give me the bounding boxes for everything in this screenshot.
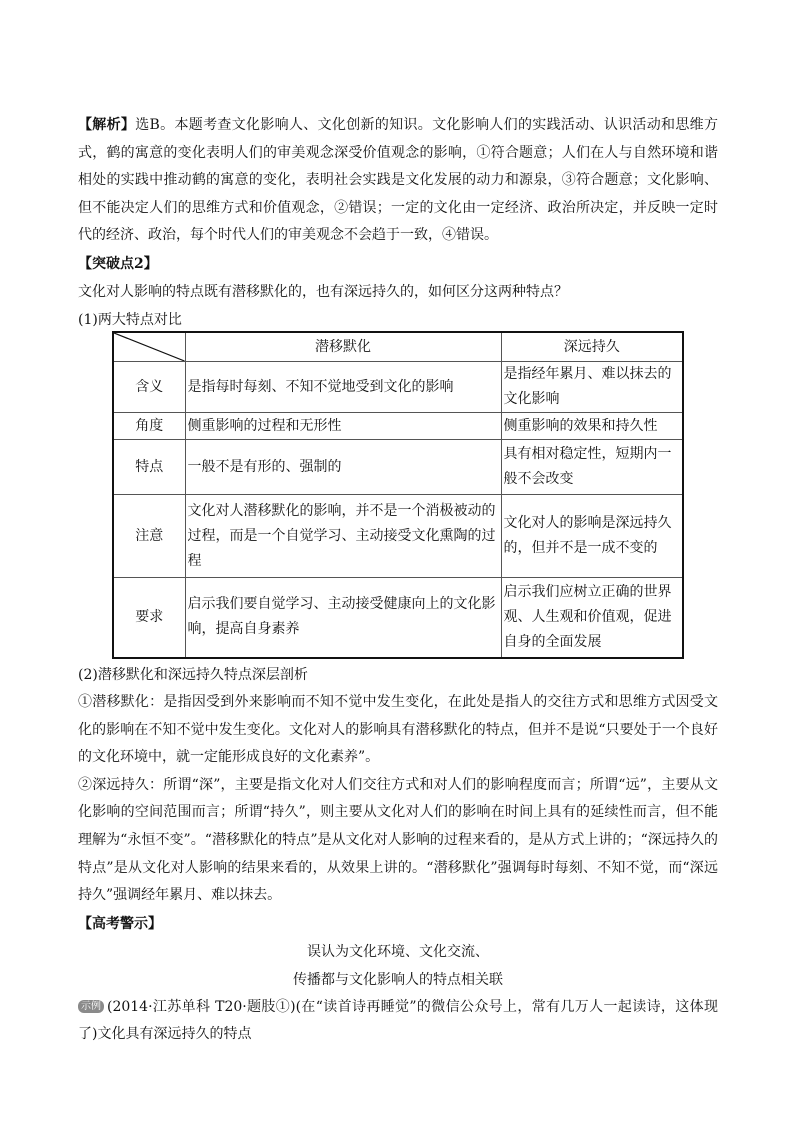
comparison-table bbox=[112, 331, 684, 659]
section-2-heading: (2)潜移默化和深远持久特点深层剖析 bbox=[78, 667, 308, 683]
breakthrough-label: 【突破点2】 bbox=[78, 255, 158, 272]
cell-b: 文化对人的影响是深远持久的，但并不是一成不变的 bbox=[501, 495, 683, 578]
row-label: 要求 bbox=[113, 578, 185, 658]
analysis-label: 【解析】 bbox=[78, 117, 136, 133]
cell-a: 是指每时每刻、不知不觉地受到文化的影响 bbox=[185, 362, 501, 413]
page-top bbox=[78, 112, 718, 334]
table-row bbox=[113, 495, 683, 578]
table-header-b: 深远持久 bbox=[501, 332, 683, 362]
deep-paragraph-2: ②深远持久：所谓“深”，主要是指文化对人们交往方式和对人们的影响程度而言；所谓“远”，主要从文化影响的空间范围而言；所谓“持久”，则主要从文化对人们的影响在时间上具有的延续性而言，但不能理解为“永恒不变”。“潜移默化的特点”是从文化对人影响的过程来看的，是从方式上讲的；“深远持久的特点”是从文化对人影响的结果来看的，从效果上讲的。“潜移默化”强调每时每刻、不知不觉，而“深远持久”强调经年累月、难以抹去。 bbox=[78, 776, 718, 904]
example-paragraph bbox=[78, 994, 718, 1049]
cell-b: 启示我们应树立正确的世界观、人生观和价值观，促进自身的全面发展 bbox=[501, 578, 683, 658]
warning-title-line-2: 传播都与文化影响人的特点相关联 bbox=[293, 971, 503, 988]
analysis-paragraph bbox=[78, 112, 718, 250]
cell-a: 启示我们要自觉学习、主动接受健康向上的文化影响，提高自身素养 bbox=[185, 578, 501, 658]
example-badge: 示例 bbox=[78, 1000, 104, 1013]
breakthrough-question: 文化对人影响的特点既有潜移默化的，也有深远持久的，如何区分这两种特点？ bbox=[78, 283, 568, 300]
table-header-a: 潜移默化 bbox=[185, 332, 501, 362]
section-1-heading: (1)两大特点对比 bbox=[78, 311, 182, 328]
cell-a: 一般不是有形的、强制的 bbox=[185, 440, 501, 495]
table-row bbox=[113, 362, 683, 413]
table-row bbox=[113, 413, 683, 440]
table-row bbox=[113, 578, 683, 658]
cell-b: 具有相对稳定性，短期内一般不会改变 bbox=[501, 440, 683, 495]
row-label: 特点 bbox=[113, 440, 185, 495]
warning-title-line-1: 误认为文化环境、文化交流、 bbox=[307, 943, 489, 960]
cell-b: 侧重影响的效果和持久性 bbox=[501, 413, 683, 440]
warning-label: 【高考警示】 bbox=[78, 915, 162, 932]
table-header-row bbox=[113, 332, 683, 362]
table-row bbox=[113, 440, 683, 495]
cell-b: 是指经年累月、难以抹去的文化影响 bbox=[501, 362, 683, 413]
diagonal-header-cell bbox=[113, 332, 185, 362]
row-label: 角度 bbox=[113, 413, 185, 440]
analysis-text: 选B。本题考查文化影响人、文化创新的知识。文化影响人们的实践活动、认识活动和思维方式，鹤的寓意的变化表明人们的审美观念深受价值观念的影响，①符合题意；人们在人与自然环境和谐相处的实践中推动鹤的寓意的变化，表明社会实践是文化发展的动力和源泉，③符合题意；文化影响、但不能决定人们的思维方式和价值观念，②错误；一定的文化由一定经济、政治所决定，并反映一定时代的经济、政治，每个时代人们的审美观念不会趋于一致，④错误。 bbox=[78, 117, 718, 244]
deep-paragraph-1: ①潜移默化：是指因受到外来影响而不知不觉中发生变化，在此处是指人的交往方式和思维方式因受文化的影响在不知不觉中发生变化。文化对人的影响具有潜移默化的特点，但并不是说“只要处于一个良好的文化环境中，就一定能形成良好的文化素养”。 bbox=[78, 694, 718, 766]
cell-a: 侧重影响的过程和无形性 bbox=[185, 413, 501, 440]
row-label: 含义 bbox=[113, 362, 185, 413]
row-label: 注意 bbox=[113, 495, 185, 578]
example-text: (2014·江苏单科 T20·题肢①)(在“读首诗再睡觉”的微信公众号上，常有几万人一起读诗，这体现了)文化具有深远持久的特点 bbox=[78, 998, 718, 1043]
cell-a: 文化对人潜移默化的影响，并不是一个消极被动的过程，而是一个自觉学习、主动接受文化熏陶的过程 bbox=[185, 495, 501, 578]
page-bottom bbox=[78, 661, 718, 1049]
